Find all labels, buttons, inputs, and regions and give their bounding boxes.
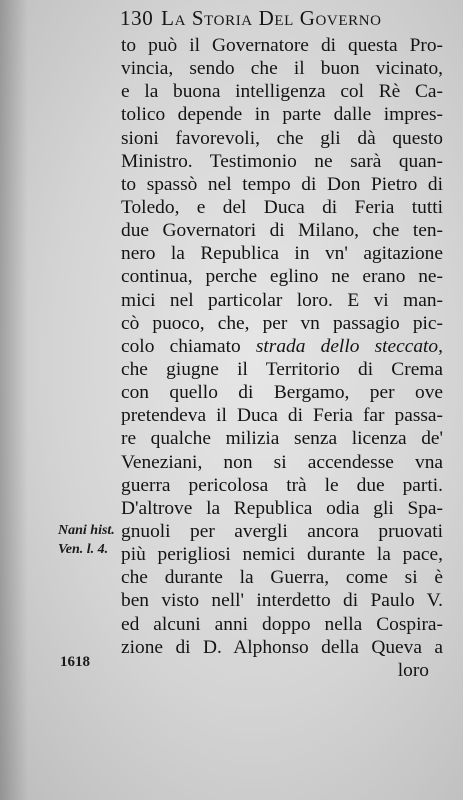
catchword: loro — [397, 659, 429, 681]
margin-citation — [58, 521, 120, 559]
text-line: che durante la Guerra, come si è — [121, 567, 443, 589]
text-line: tolico depende in parte dalle impres- — [121, 104, 443, 126]
text-line: Ministro. Testimonio ne sarà quan- — [121, 150, 443, 172]
text-segment: , — [438, 335, 443, 357]
margin-citation-line: Ven. l. 4. — [58, 542, 109, 557]
text-line: nero la Republica in vn' agitazione — [121, 243, 443, 265]
text-line-with-italic — [121, 335, 443, 358]
text-segment: colo chiamato — [121, 335, 256, 357]
margin-citation-line: Nani hist. — [58, 523, 115, 538]
italic-place-name: strada dello steccato — [255, 335, 439, 357]
body-text — [121, 34, 443, 682]
text-line: to spassò nel tempo di Don Pietro di — [121, 173, 443, 195]
text-line: continua, perche eglino ne erano ne- — [121, 266, 443, 288]
text-line: due Governatori di Milano, che ten- — [121, 220, 443, 242]
text-line: Veneziani, non si accendesse vna — [121, 451, 443, 473]
text-line: D'altrove la Republica odia gli Spa- — [121, 497, 443, 519]
text-line: con quello di Bergamo, per ove — [121, 382, 443, 404]
text-line: ed alcuni anni doppo nella Cospira- — [121, 613, 443, 635]
text-line: ben visto nell' interdetto di Paulo V. — [121, 590, 443, 612]
text-line: sioni favorevoli, che gli dà questo — [121, 127, 443, 149]
text-line: cò puoco, che, per vn passagio pic- — [121, 312, 443, 334]
text-line: che giugne il Territorio di Crema — [121, 358, 443, 380]
text-line: mici nel particolar loro. E vi man- — [121, 289, 443, 311]
text-line: to può il Governatore di questa Pro- — [121, 35, 443, 56]
text-line: più perigliosi nemici durante la pace, — [121, 544, 443, 566]
running-title: La Storia Del Governo — [161, 6, 382, 30]
text-line: vincia, sendo che il buon vicinato, — [121, 58, 443, 80]
text-line: zione di D. Alphonso della Queva a — [121, 636, 443, 658]
text-line: gnuoli per avergli ancora pruovati — [121, 520, 443, 542]
text-line: Toledo, e del Duca di Feria tutti — [121, 196, 443, 218]
text-line: re qualche milizia senza licenza de' — [121, 428, 443, 450]
text-line: e la buona intelligenza col Rè Ca- — [121, 81, 443, 103]
margin-year: 1618 — [60, 654, 90, 670]
page-number: 130 — [120, 6, 154, 30]
text-line: guerra pericolosa trà le due parti. — [121, 474, 443, 496]
running-header — [120, 6, 450, 34]
text-line: pretendeva il Duca di Feria far passa- — [121, 405, 443, 427]
